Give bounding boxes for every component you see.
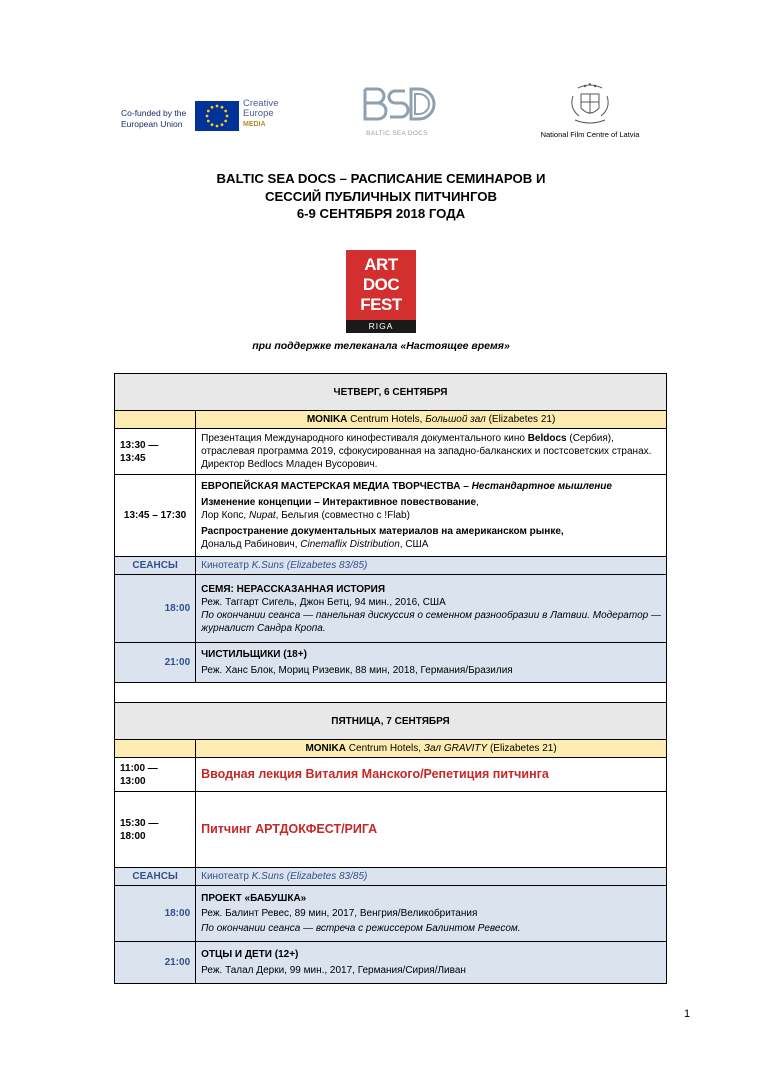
venue-cell xyxy=(196,740,667,758)
day-header-row xyxy=(115,374,667,411)
time-start: 13:30 — xyxy=(120,439,159,451)
screening-info xyxy=(196,575,667,643)
spacer-cell xyxy=(115,683,667,703)
lecture-1-company: Nupat xyxy=(248,510,276,521)
film-details: Реж. Таггарт Сигель, Джон Бетц, 94 мин., 2016, США xyxy=(201,596,446,608)
baltic-sea-docs-logo xyxy=(357,85,437,140)
time-end: 18:00 xyxy=(120,830,146,842)
time-start: 11:00 — xyxy=(120,762,158,774)
cinema-prefix: Кинотеатр xyxy=(201,560,252,571)
cinema-prefix: Кинотеатр xyxy=(201,871,252,882)
lecture-1-speaker: Лор Копс, xyxy=(201,510,249,521)
session-time xyxy=(115,758,196,792)
national-film-centre-logo xyxy=(535,82,645,142)
film-title: ПРОЕКТ «БАБУШКА» xyxy=(201,893,307,904)
adf-word-art: ART xyxy=(364,255,398,274)
workshop-title: ЕВРОПЕЙСКАЯ МАСТЕРСКАЯ МЕДИА ТВОРЧЕСТВА – xyxy=(201,481,472,492)
venue-hotel: Centrum Hotels, xyxy=(346,743,424,754)
eu-cofunded-text: Co-funded by the European Union xyxy=(121,108,187,129)
screening-row xyxy=(115,643,667,683)
lecture-2-company: Cinemaflix Distribution xyxy=(300,539,400,550)
lecture-2-speaker: Дональд Рабинович, xyxy=(201,539,301,550)
session-row xyxy=(115,792,667,868)
cinema-name: K.Suns (Elizabetes 83/85) xyxy=(251,560,368,571)
seances-label: СЕАНСЫ xyxy=(115,557,196,575)
festival-name: Beldocs xyxy=(527,433,567,444)
day-header: ЧЕТВЕРГ, 6 СЕНТЯБРЯ xyxy=(115,374,667,411)
adf-word-fest: FEST xyxy=(360,295,402,314)
page-title xyxy=(150,170,612,223)
day-header: ПЯТНИЦА, 7 СЕНТЯБРЯ xyxy=(115,703,667,740)
bsd-caption: BALTIC SEA DOCS xyxy=(366,130,428,137)
lecture-2-country: , США xyxy=(399,539,429,550)
seances-row xyxy=(115,557,667,575)
film-details: Реж. Балинт Ревес, 89 мин, 2017, Венгрия/Великобритания xyxy=(201,908,478,919)
title-line-1: BALTIC SEA DOCS – РАСПИСАНИЕ СЕМИНАРОВ И xyxy=(216,171,546,186)
venue-hall: Зал GRAVITY xyxy=(423,743,488,754)
venue-address: (Elizabetes 21) xyxy=(485,414,556,425)
session-description xyxy=(196,429,667,475)
venue-row xyxy=(115,740,667,758)
adf-riga-label: RIGA xyxy=(346,320,416,333)
cinema-cell xyxy=(196,557,667,575)
screening-row xyxy=(115,575,667,643)
session-time xyxy=(115,429,196,475)
film-title: ОТЦЫ И ДЕТИ (12+) xyxy=(201,949,299,960)
session-row xyxy=(115,758,667,792)
support-line: при поддержке телеканала «Настоящее время» xyxy=(252,340,510,352)
venue-hotel: Centrum Hotels, xyxy=(347,414,426,425)
lecture-1-country: , Бельгия (совместно с !Flab) xyxy=(275,510,410,521)
schedule-table xyxy=(114,373,667,984)
film-title: ЧИСТИЛЬЩИКИ (18+) xyxy=(201,649,307,660)
screening-row xyxy=(115,942,667,984)
session-time xyxy=(115,792,196,868)
media-label: MEDIA xyxy=(243,121,266,128)
page-number: 1 xyxy=(684,1008,691,1020)
title-line-2: СЕССИЙ ПУБЛИЧНЫХ ПИТЧИНГОВ xyxy=(264,188,498,204)
lecture-2-title: Распространение документальных материалов на американском рынке, xyxy=(201,526,564,537)
creative-europe-text xyxy=(243,99,293,130)
spacer-row xyxy=(115,683,667,703)
session-description: Питчинг АРТДОКФЕСТ/РИГА xyxy=(196,792,667,868)
screening-info xyxy=(196,942,667,984)
lecture-1-comma: , xyxy=(476,497,479,508)
session-text-b: (Сербия), отраслевая программа 2019, сфокусированная на западно-балканских и постсоветских странах. Директор Bedlocs Младен Вусорович. xyxy=(201,433,652,470)
artdocfest-riga-logo xyxy=(346,250,416,333)
latvia-coat-of-arms-icon xyxy=(535,82,645,128)
screening-time: 18:00 xyxy=(115,886,196,942)
time-end: 13:45 xyxy=(120,452,146,464)
session-text-a: Презентация Международного кинофестиваля документального кино xyxy=(201,433,528,444)
screening-note: По окончании сеанса — панельная дискуссия о семенном разнообразии в Латвии. Модератор — журналист Сандра Кропа. xyxy=(201,609,661,634)
screening-time: 18:00 xyxy=(115,575,196,643)
nfc-caption: National Film Centre of Latvia xyxy=(540,130,640,139)
venue-address: (Elizabetes 21) xyxy=(487,743,557,754)
screening-note: По окончании сеанса — встреча с режиссером Балинтом Ревесом. xyxy=(201,923,521,934)
venue-row xyxy=(115,411,667,429)
session-row xyxy=(115,429,667,475)
film-details: Реж. Ханс Блок, Мориц Ризевик, 88 мин, 2018, Германия/Бразилия xyxy=(201,665,513,676)
lecture-1-title: Изменение концепции – Интерактивное повествование xyxy=(201,497,477,508)
session-time: 13:45 – 17:30 xyxy=(115,475,196,557)
cinema-name: K.Suns (Elizabetes 83/85) xyxy=(251,871,368,882)
venue-name: MONIKA xyxy=(306,414,348,425)
screening-time: 21:00 xyxy=(115,643,196,683)
eu-flag-icon xyxy=(195,101,239,131)
workshop-subtitle: Нестандартное мышление xyxy=(471,481,612,492)
creative-europe-label: Creative Europe xyxy=(243,98,279,119)
session-description: Вводная лекция Виталия Манского/Репетиция питчинга xyxy=(196,758,667,792)
screening-info xyxy=(196,886,667,942)
venue-cell xyxy=(196,411,667,429)
screening-info xyxy=(196,643,667,683)
day-header-row xyxy=(115,703,667,740)
eu-creative-europe-logo xyxy=(121,99,291,135)
adf-word-doc: DOC xyxy=(362,275,400,294)
cinema-cell xyxy=(196,868,667,886)
screening-time: 21:00 xyxy=(115,942,196,984)
venue-empty-cell xyxy=(115,740,196,758)
time-start: 15:30 — xyxy=(120,817,159,829)
venue-name: MONIKA xyxy=(305,743,347,754)
session-row xyxy=(115,475,667,557)
title-line-3: 6-9 СЕНТЯБРЯ 2018 ГОДА xyxy=(296,206,466,221)
venue-empty-cell xyxy=(115,411,196,429)
session-description xyxy=(196,475,667,557)
bsd-logo-icon xyxy=(357,85,437,129)
seances-label: СЕАНСЫ xyxy=(115,868,196,886)
venue-hall: Большой зал xyxy=(425,414,486,425)
screening-row xyxy=(115,886,667,942)
film-details: Реж. Талал Дерки, 99 мин., 2017, Германия/Сирия/Ливан xyxy=(201,965,466,976)
film-title: СЕМЯ: НЕРАССКАЗАННАЯ ИСТОРИЯ xyxy=(201,583,386,595)
time-end: 13:00 xyxy=(120,775,146,787)
seances-row xyxy=(115,868,667,886)
